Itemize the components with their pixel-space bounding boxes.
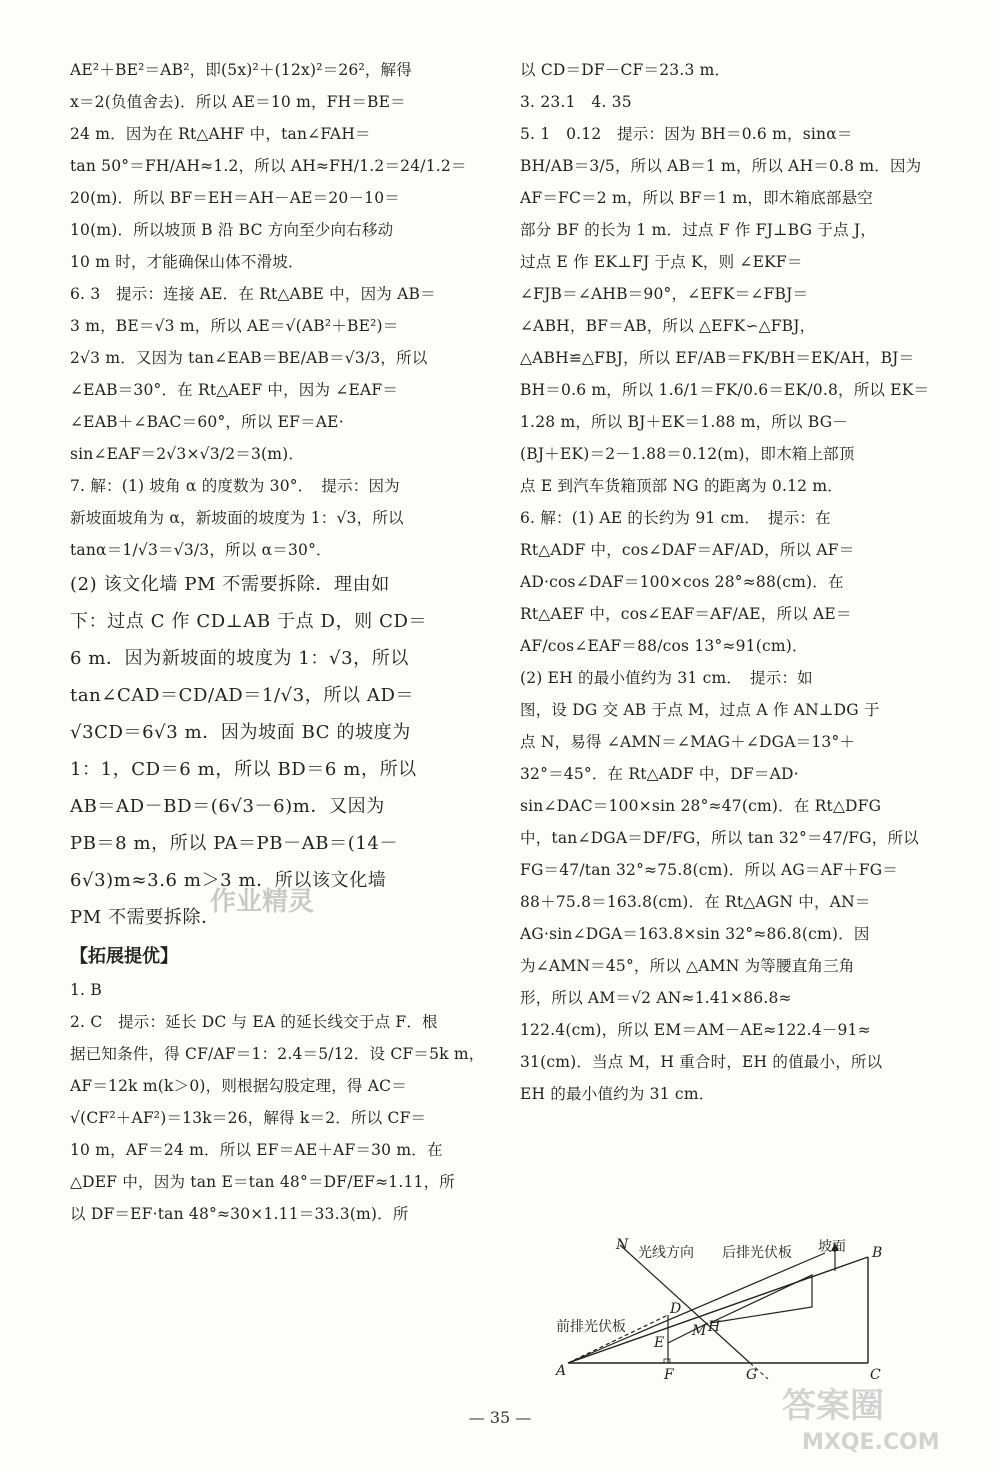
text-line: 3. 23.1 4. 35 bbox=[520, 93, 632, 111]
text-line: 图，设 DG 交 AB 于点 M，过点 A 作 AN⊥DG 于 bbox=[520, 701, 880, 719]
label-front-panel: 前排光伏板 bbox=[556, 1319, 626, 1335]
point-n: N bbox=[616, 1237, 629, 1253]
text-line: Rt△ADF 中，cos∠DAF＝AF/AD，所以 AF＝ bbox=[520, 541, 855, 559]
text-line: 20(m)．所以 BF＝EH＝AH－AE＝20－10＝ bbox=[70, 189, 400, 207]
text-line: ∠EAB＝30°．在 Rt△AEF 中，因为 ∠EAF＝ bbox=[70, 381, 399, 399]
text-line: 为∠AMN＝45°，所以 △AMN 为等腰直角三角 bbox=[520, 957, 855, 975]
left-column bbox=[70, 60, 490, 1236]
text-line: 新坡面坡角为 α，新坡面的坡度为 1：√3，所以 bbox=[70, 509, 404, 527]
point-m: M bbox=[692, 1323, 707, 1339]
text-line: 31(cm)．当点 M，H 重合时，EH 的值最小，所以 bbox=[520, 1053, 883, 1071]
text-line: 6√3)m≈3.6 m＞3 m．所以该文化墙 bbox=[70, 870, 387, 891]
point-b: B bbox=[872, 1245, 883, 1261]
text-line: 据已知条件，得 CF/AF＝1：2.4＝5/12．设 CF＝5k m， bbox=[70, 1045, 485, 1063]
text-line: AG·sin∠DGA＝163.8×sin 32°≈86.8(cm)．因 bbox=[520, 925, 870, 943]
text-line: sin∠DAC＝100×sin 28°≈47(cm)．在 Rt△DFG bbox=[520, 797, 882, 815]
text-line: AF＝FC＝2 m，所以 BF＝1 m，即木箱底部悬空 bbox=[520, 189, 874, 207]
watermark-logo bbox=[772, 1377, 972, 1457]
text-line: PB＝8 m，所以 PA＝PB－AB＝(14－ bbox=[70, 833, 399, 854]
text-line: √3CD＝6√3 m．因为坡面 BC 的坡度为 bbox=[70, 722, 411, 743]
stamp-text: 作业精灵 bbox=[210, 887, 315, 917]
text-line: 24 m．因为在 Rt△AHF 中，tan∠FAH＝ bbox=[70, 125, 371, 143]
text-line: tanα＝1/√3＝√3/3，所以 α＝30°． bbox=[70, 541, 332, 559]
point-a: A bbox=[556, 1363, 567, 1379]
text-line: AE²＋BE²＝AB²，即(5x)²＋(12x)²＝26²，解得 bbox=[70, 61, 412, 79]
text-line: ∠FJB＝∠AHB＝90°，∠EFK＝∠FBJ＝ bbox=[520, 285, 809, 303]
text-line: 122.4(cm)，所以 EM＝AM－AE≈122.4－91≈ bbox=[520, 1021, 871, 1039]
text-line: tan∠CAD＝CD/AD＝1/√3，所以 AD＝ bbox=[70, 685, 415, 706]
text-line: FG＝47/tan 32°≈75.8(cm)．所以 AG＝AF＋FG＝ bbox=[520, 861, 898, 879]
point-c: C bbox=[870, 1367, 881, 1383]
text-line: ∠EAB＋∠BAC＝60°，所以 EF＝AE· bbox=[70, 413, 344, 431]
light-ray bbox=[620, 1245, 750, 1363]
point-e: E bbox=[654, 1335, 665, 1351]
back-panel bbox=[710, 1275, 812, 1323]
panel-top-line bbox=[568, 1253, 825, 1363]
text-line: x＝2(负值舍去)．所以 AE＝10 m，FH＝BE＝ bbox=[70, 93, 406, 111]
watermark-site: MXQE.COM bbox=[802, 1430, 940, 1455]
text-line: 2. C 提示：延长 DC 与 EA 的延长线交于点 F．根 bbox=[70, 1013, 438, 1031]
text-line: 2√3 m．又因为 tan∠EAB＝BE/AB＝√3/3，所以 bbox=[70, 349, 428, 367]
text-line: (2) EH 的最小值约为 31 cm． 提示：如 bbox=[520, 669, 813, 687]
point-f: F bbox=[664, 1367, 674, 1383]
text-line: 88＋75.8＝163.8(cm)．在 Rt△AGN 中，AN＝ bbox=[520, 893, 871, 911]
text-line: 6. 解：(1) AE 的长约为 91 cm． 提示：在 bbox=[520, 509, 831, 527]
text-line: 形，所以 AM＝√2 AN≈1.41×86.8≈ bbox=[520, 989, 792, 1007]
text-line: 部分 BF 的长为 1 m．过点 F 作 FJ⊥BG 于点 J， bbox=[520, 221, 877, 239]
text-line: Rt△AEF 中，cos∠EAF＝AF/AE，所以 AE＝ bbox=[520, 605, 852, 623]
text-line: 3 m，BE＝√3 m，所以 AE＝√(AB²＋BE²)＝ bbox=[70, 317, 399, 335]
section-title: 【拓展提优】 bbox=[70, 946, 178, 967]
text-line: 过点 E 作 EK⊥FJ 于点 K，则 ∠EKF＝ bbox=[520, 253, 803, 271]
text-line: BH＝0.6 m，所以 1.6/1＝FK/0.6＝EK/0.8，所以 EK＝ bbox=[520, 381, 930, 399]
geometry-figure bbox=[550, 1235, 890, 1389]
text-line: ∠ABH，BF＝AB，所以 △EFK∽△FBJ， bbox=[520, 317, 816, 335]
text-line: AB＝AD－BD＝(6√3－6)m．又因为 bbox=[70, 796, 385, 817]
text-line: BH/AB＝3/5，所以 AB＝1 m，所以 AH＝0.8 m．因为 bbox=[520, 157, 922, 175]
text-line: AF/cos∠EAF＝88/cos 13°≈91(cm)． bbox=[520, 637, 808, 655]
text-line: 6. 3 提示：连接 AE．在 Rt△ABE 中，因为 AB＝ bbox=[70, 285, 436, 303]
text-line: 32°＝45°．在 Rt△ADF 中，DF＝AD· bbox=[520, 765, 799, 783]
text-line: AD·cos∠DAF＝100×cos 28°≈88(cm)．在 bbox=[520, 573, 844, 591]
text-line: PM 不需要拆除． bbox=[70, 907, 220, 928]
text-line: 1.28 m，所以 BJ＋EK＝1.88 m，所以 BG－ bbox=[520, 413, 848, 431]
text-line: tan 50°＝FH/AH≈1.2，所以 AH≈FH/1.2＝24/1.2＝ bbox=[70, 157, 467, 175]
point-d: D bbox=[670, 1301, 682, 1317]
text-line: 10(m)．所以坡顶 B 沿 BC 方向至少向右移动 bbox=[70, 221, 394, 239]
stamp-watermark bbox=[200, 870, 440, 930]
page-number: — 35 — bbox=[468, 1408, 532, 1427]
text-line: (2) 该文化墙 PM 不需要拆除．理由如 bbox=[70, 574, 390, 595]
text-line: (BJ＋EK)＝2－1.88＝0.12(m)，即木箱上部顶 bbox=[520, 445, 855, 463]
text-line: 10 m，AF＝24 m．所以 EF＝AE＋AF＝30 m．在 bbox=[70, 1141, 443, 1159]
text-line: 下：过点 C 作 CD⊥AB 于点 D，则 CD＝ bbox=[70, 611, 428, 632]
text-line: √(CF²＋AF²)＝13k＝26，解得 k＝2．所以 CF＝ bbox=[70, 1109, 427, 1127]
text-line: △DEF 中，因为 tan E＝tan 48°＝DF/EF≈1.11，所 bbox=[70, 1173, 455, 1191]
text-line: EH 的最小值约为 31 cm． bbox=[520, 1085, 715, 1103]
slope-line bbox=[568, 1257, 868, 1363]
point-h: H bbox=[708, 1319, 721, 1335]
text-line: 点 E 到汽车货箱顶部 NG 的距离为 0.12 m． bbox=[520, 477, 843, 495]
text-line: 7. 解：(1) 坡角 α 的度数为 30°． 提示：因为 bbox=[70, 477, 400, 495]
text-line: sin∠EAF＝2√3×√3/2＝3(m)． bbox=[70, 445, 305, 463]
text-line: 1. B bbox=[70, 981, 102, 999]
point-g: G bbox=[746, 1367, 758, 1383]
text-line: △ABH≌△FBJ，所以 EF/AB＝FK/BH＝EK/AH，BJ＝ bbox=[520, 349, 915, 367]
text-line: 点 N，易得 ∠AMN＝∠MAG＋∠DGA＝13°＋ bbox=[520, 733, 856, 751]
text-line: 以 DF＝EF·tan 48°≈30×1.11＝33.3(m)．所 bbox=[70, 1205, 409, 1223]
right-column bbox=[520, 60, 940, 1116]
label-back-panel: 后排光伏板 bbox=[722, 1245, 792, 1261]
text-line: 1：1，CD＝6 m，所以 BD＝6 m，所以 bbox=[70, 759, 417, 780]
text-line: 中，tan∠DGA＝DF/FG，所以 tan 32°＝47/FG，所以 bbox=[520, 829, 919, 847]
watermark-main: 答案圈 bbox=[782, 1386, 884, 1426]
text-line: 以 CD＝DF－CF＝23.3 m． bbox=[520, 61, 731, 79]
text-line: 10 m 时，才能确保山体不滑坡． bbox=[70, 253, 304, 271]
label-light-dir: 光线方向 bbox=[638, 1245, 694, 1261]
text-line: AF＝12k m(k＞0)，则根据勾股定理，得 AC＝ bbox=[70, 1077, 407, 1095]
text-line: 6 m．因为新坡面的坡度为 1：√3，所以 bbox=[70, 648, 409, 669]
text-line: 5. 1 0.12 提示：因为 BH＝0.6 m，sinα＝ bbox=[520, 125, 853, 143]
label-slope: 坡面 bbox=[818, 1239, 846, 1255]
